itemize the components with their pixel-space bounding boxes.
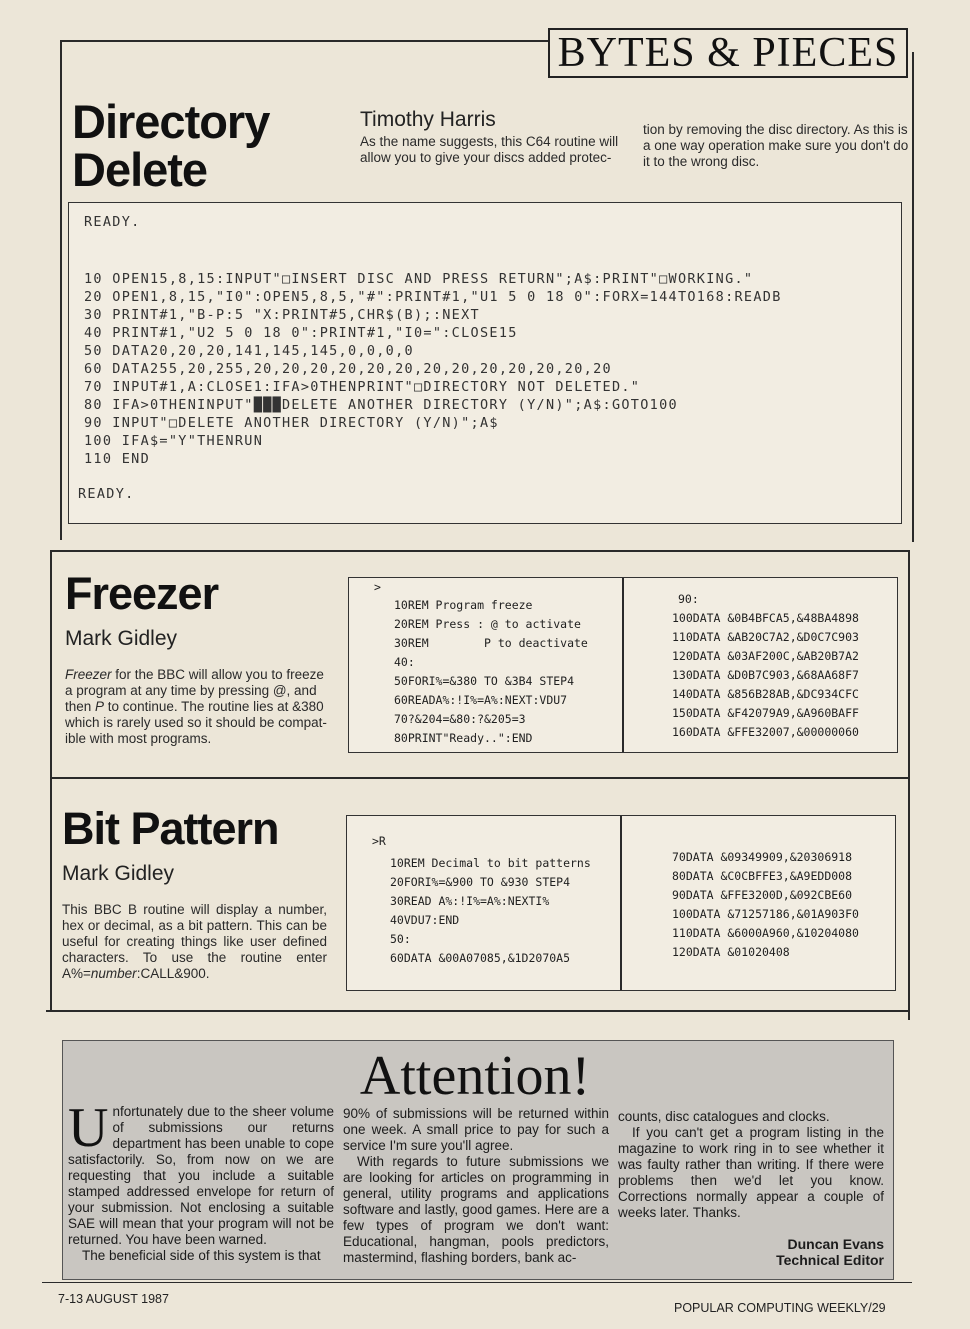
bit-pattern-author: Mark Gidley	[62, 862, 175, 885]
freezer-left-listing	[394, 596, 588, 748]
bit-pattern-column-rule	[620, 816, 622, 990]
attention-signature	[618, 1236, 884, 1268]
freezer-blurb-part: P	[95, 699, 105, 714]
bit-pattern-blurb	[62, 902, 327, 982]
listing-line: 80 IFA>0THENINPUT"███DELETE ANOTHER DIRECTORY (Y/N)";A$:GOTO100	[84, 397, 678, 413]
freezer-blurb-part: to continue. The routine lies at &380 which is rarely used so it should be compat-ible with most programs.	[65, 699, 327, 746]
attention-col3-para2: If you can't get a program listing in the magazine to work ring in to see whether it was faulty rather than writing. If there were problems then we'd let you know. Corrections normally appear a couple of weeks later. Thanks.	[618, 1125, 884, 1220]
listing-line: 20FORI%=&900 TO &930 STEP4	[390, 875, 571, 889]
listing-line: 100DATA &0B4BFCA5,&48BA4898	[672, 611, 859, 625]
listing-line: 70DATA &09349909,&20306918	[672, 850, 853, 864]
listing-line: 60 DATA255,20,255,20,20,20,20,20,20,20,20,20,20,20,20,20	[84, 361, 612, 377]
bit-pattern-left-listing	[390, 854, 591, 968]
attention-col2-para2: With regards to future submissions we are looking for articles on programming in general, utility programs and applications software and lastly, good games. Here are a few types of program we don't want: Educational, hangman, pools predictors, mastermind, flashing borders, bank ac-	[343, 1154, 609, 1265]
listing-line: 110DATA &AB20C7A2,&D0C7C903	[672, 630, 859, 644]
listing-ready-bottom: READY.	[78, 486, 135, 502]
left-page-rule-2	[50, 550, 52, 1010]
listing-line: 80DATA &C0CBFFE3,&A9EDD008	[672, 869, 853, 883]
listing-line: 60DATA &00A07085,&1D2070A5	[390, 951, 571, 965]
section-divider	[46, 1010, 910, 1012]
listing-line: 50FORI%=&380 TO &3B4 STEP4	[394, 674, 575, 688]
freezer-author: Mark Gidley	[65, 627, 178, 650]
listing-line: 150DATA &F42079A9,&A960BAFF	[672, 706, 859, 720]
listing-line: 160DATA &FFE32007,&00000060	[672, 725, 859, 739]
title-line-2: Delete	[72, 143, 208, 196]
bit-pattern-blurb-part: number	[90, 966, 137, 981]
bit-pattern-blurb-part: This BBC B routine will display a number, hex or decimal, as a bit pattern. This can be useful for creating things like user defined characters. To use the routine enter A%=	[62, 902, 327, 981]
listing-line: 120DATA &03AF200C,&AB20B7A2	[672, 649, 859, 663]
attention-col-2	[343, 1106, 609, 1266]
bit-pattern-title: Bit Pattern	[62, 803, 279, 854]
footer-folio: POPULAR COMPUTING WEEKLY/29	[674, 1301, 886, 1315]
listing-line: 90 INPUT"□DELETE ANOTHER DIRECTORY (Y/N)";A$	[84, 415, 499, 431]
bit-pattern-blurb-part: :CALL&900.	[136, 966, 210, 981]
listing-line: 100 IFA$="Y"THENRUN	[84, 433, 264, 449]
listing-line: 10 OPEN15,8,15:INPUT"□INSERT DISC AND PRESS RETURN";A$:PRINT"□WORKING."	[84, 271, 754, 287]
freezer-prompt: >	[374, 580, 381, 594]
listing-line: 10REM Decimal to bit patterns	[390, 856, 591, 870]
signature-role: Technical Editor	[776, 1252, 884, 1268]
listing-line: 100DATA &71257186,&01A903F0	[672, 907, 859, 921]
attention-col1-para2: The beneficial side of this system is that	[82, 1248, 321, 1263]
listing-line: 110DATA &6000A960,&10204080	[672, 926, 859, 940]
listing-line: 40:	[394, 655, 415, 669]
freezer-blurb-part: for the BBC will allow you to freeze a program at any time by pressing @, and then	[65, 667, 324, 714]
section-divider	[52, 550, 910, 552]
top-rule	[60, 40, 548, 42]
listing-line: 20REM Press : @ to activate	[394, 617, 581, 631]
attention-col1-para1: nfortunately due to the sheer volume of submissions our returns department has been unable to cope satisfactorily. So, from now on we are requesting that you include a suitable stamped addressed envelope for return of your submission. Not enclosing a suitable SAE will mean that your program will not be returned. You have been warned.	[68, 1104, 334, 1247]
listing-line: 130DATA &D0B7C903,&68AA68F7	[672, 668, 859, 682]
listing-line: 30 PRINT#1,"B-P:5 "X:PRINT#5,CHR$(B);:NEXT	[84, 307, 480, 323]
listing-line: 20 OPEN1,8,15,"I0":OPEN5,8,5,"#":PRINT#1,"U1 5 0 18 0":FORX=144TO168:READB	[84, 289, 782, 305]
listing-line: 120DATA &01020408	[672, 945, 790, 959]
listing-line: 40VDU7:END	[390, 913, 460, 927]
c64-listing	[84, 270, 782, 468]
listing-line: 90:	[678, 592, 699, 606]
listing-ready-top: READY.	[84, 214, 141, 230]
listing-line: 80PRINT"Ready..":END	[394, 731, 533, 745]
title-line-1: Directory	[72, 95, 270, 148]
attention-col3-para1: counts, disc catalogues and clocks.	[618, 1109, 830, 1124]
attention-dropcap: U	[68, 1097, 109, 1159]
attention-col2-para1: 90% of submissions will be returned within one week. A small price to pay for such a service I'm sure you'll agree.	[343, 1106, 609, 1153]
attention-col-3	[618, 1109, 884, 1221]
freezer-blurb-part: Freezer	[65, 667, 112, 682]
listing-line: 50:	[390, 932, 411, 946]
footer-date: 7-13 AUGUST 1987	[58, 1292, 169, 1306]
listing-line: 70?&204=&80:?&205=3	[394, 712, 526, 726]
freezer-right-listing	[672, 590, 859, 742]
listing-line: 30READ A%:!I%=A%:NEXTI%	[390, 894, 550, 908]
section-heading: BYTES & PIECES	[548, 28, 908, 78]
listing-line: 60READA%:!I%=A%:NEXT:VDU7	[394, 693, 568, 707]
listing-line: 30REM P to deactivate	[394, 636, 588, 650]
listing-line: 140DATA &856B28AB,&DC934CFC	[672, 687, 859, 701]
freezer-title: Freezer	[65, 568, 219, 619]
listing-line: 50 DATA20,20,20,141,145,145,0,0,0,0	[84, 343, 414, 359]
listing-line: 10REM Program freeze	[394, 598, 533, 612]
section-divider	[50, 777, 910, 779]
attention-col-1	[68, 1097, 334, 1264]
freezer-column-rule	[622, 578, 624, 752]
right-page-rule-2	[908, 550, 910, 1020]
signature-name: Duncan Evans	[787, 1236, 884, 1252]
attention-title: Attention!	[359, 1045, 591, 1107]
left-page-rule	[60, 40, 62, 540]
listing-line: 40 PRINT#1,"U2 5 0 18 0":PRINT#1,"I0=":CLOSE15	[84, 325, 518, 341]
directory-delete-title	[72, 95, 270, 196]
footer-rule	[42, 1282, 912, 1283]
freezer-blurb	[65, 667, 330, 747]
right-page-rule	[912, 52, 914, 542]
directory-delete-blurb-col2: tion by removing the disc directory. As this is a one way operation make sure you don't do it to the wrong disc.	[643, 122, 909, 169]
listing-line: 70 INPUT#1,A:CLOSE1:IFA>0THENPRINT"□DIRECTORY NOT DELETED."	[84, 379, 641, 395]
bit-pattern-right-listing	[672, 848, 859, 962]
directory-delete-blurb-col1: As the name suggests, this C64 routine will allow you to give your discs added protec-	[360, 134, 619, 165]
listing-line: 110 END	[84, 451, 150, 467]
listing-line: 90DATA &FFE3200D,&092CBE60	[672, 888, 853, 902]
bit-pattern-prompt: >R	[372, 834, 386, 848]
directory-delete-author: Timothy Harris	[360, 108, 496, 131]
